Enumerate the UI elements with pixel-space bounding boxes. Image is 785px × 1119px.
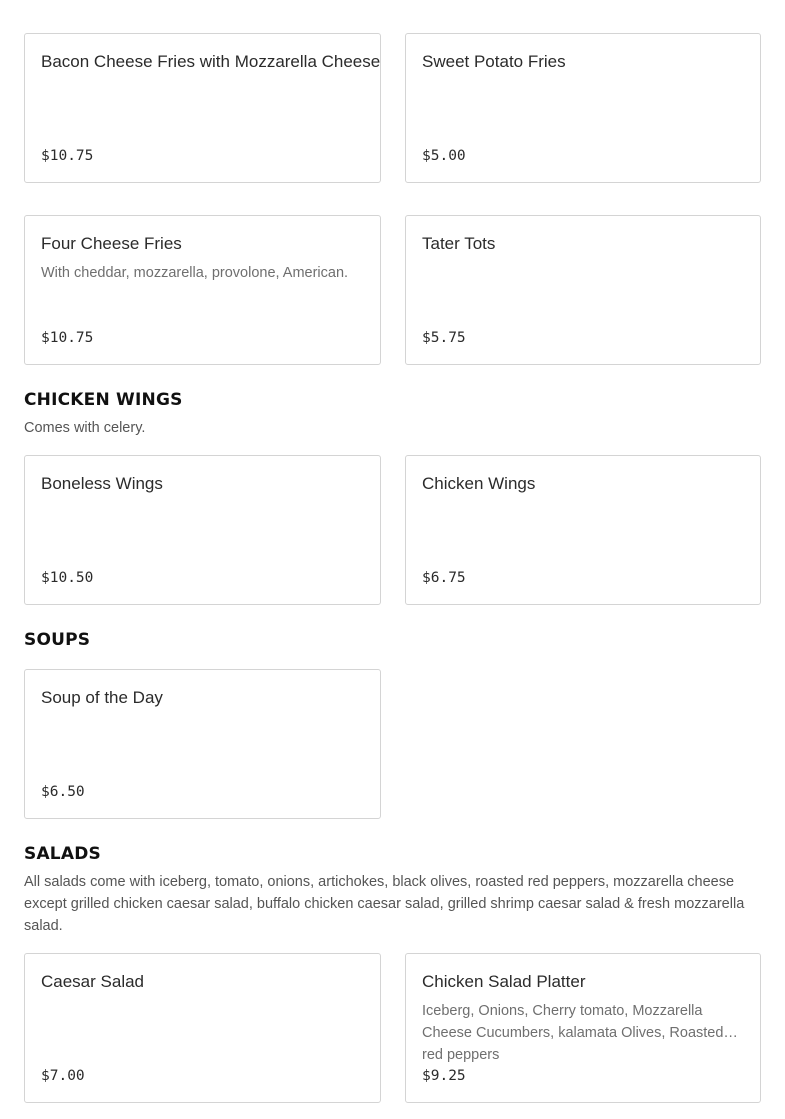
menu-item-name: Chicken Salad Platter (422, 972, 586, 991)
menu-item-price: $9.25 (422, 1068, 466, 1084)
menu-item-card[interactable] (24, 215, 381, 365)
menu-item-name: Tater Tots (422, 234, 496, 253)
menu-item-card[interactable] (24, 33, 381, 183)
menu-item-description: Iceberg, Onions, Cherry tomato, Mozzarella Cheese Cucumbers, kalamata Olives, Roasted red peppers (422, 1003, 724, 1063)
menu-item-price: $10.75 (41, 148, 94, 164)
menu-item-card[interactable] (24, 669, 381, 819)
section-description-salads: All salads come with iceberg, tomato, onions, artichokes, black olives, roasted red peppers, mozzarella cheese except grilled chicken caesar salad, buffalo chicken caesar salad, grilled shrimp caesar salad & fresh mozzarella salad. (24, 874, 745, 934)
menu-item-description: With cheddar, mozzarella, provolone, American. (41, 265, 349, 281)
menu-item-name: Four Cheese Fries (41, 234, 182, 253)
menu-item-name: Sweet Potato Fries (422, 52, 566, 71)
menu-item-price: $7.00 (41, 1068, 85, 1084)
menu-item-card[interactable] (405, 455, 761, 605)
menu-item-name: Boneless Wings (41, 474, 163, 493)
menu-item-price: $6.75 (422, 570, 466, 586)
section-title-salads: SALADS (24, 844, 101, 864)
menu-item-card[interactable] (405, 215, 761, 365)
menu-item-name: Chicken Wings (422, 474, 536, 493)
section-title-soups: SOUPS (24, 630, 91, 650)
menu-item-price: $5.75 (422, 330, 466, 346)
menu-item-price: $5.00 (422, 148, 466, 164)
menu-item-card[interactable] (405, 953, 761, 1103)
menu-item-card[interactable] (24, 953, 381, 1103)
menu-item-name: Soup of the Day (41, 688, 163, 707)
menu-item-price: $10.50 (41, 570, 94, 586)
menu-item-price: $10.75 (41, 330, 94, 346)
section-description-chicken-wings: Comes with celery. (24, 420, 146, 436)
menu-item-price: $6.50 (41, 784, 85, 800)
menu-item-card[interactable] (24, 455, 381, 605)
section-title-chicken-wings: CHICKEN WINGS (24, 390, 183, 410)
menu-item-name: Caesar Salad (41, 972, 145, 991)
menu-item-name: Bacon Cheese Fries with Mozzarella Cheese (41, 52, 381, 71)
menu-item-card[interactable] (405, 33, 761, 183)
